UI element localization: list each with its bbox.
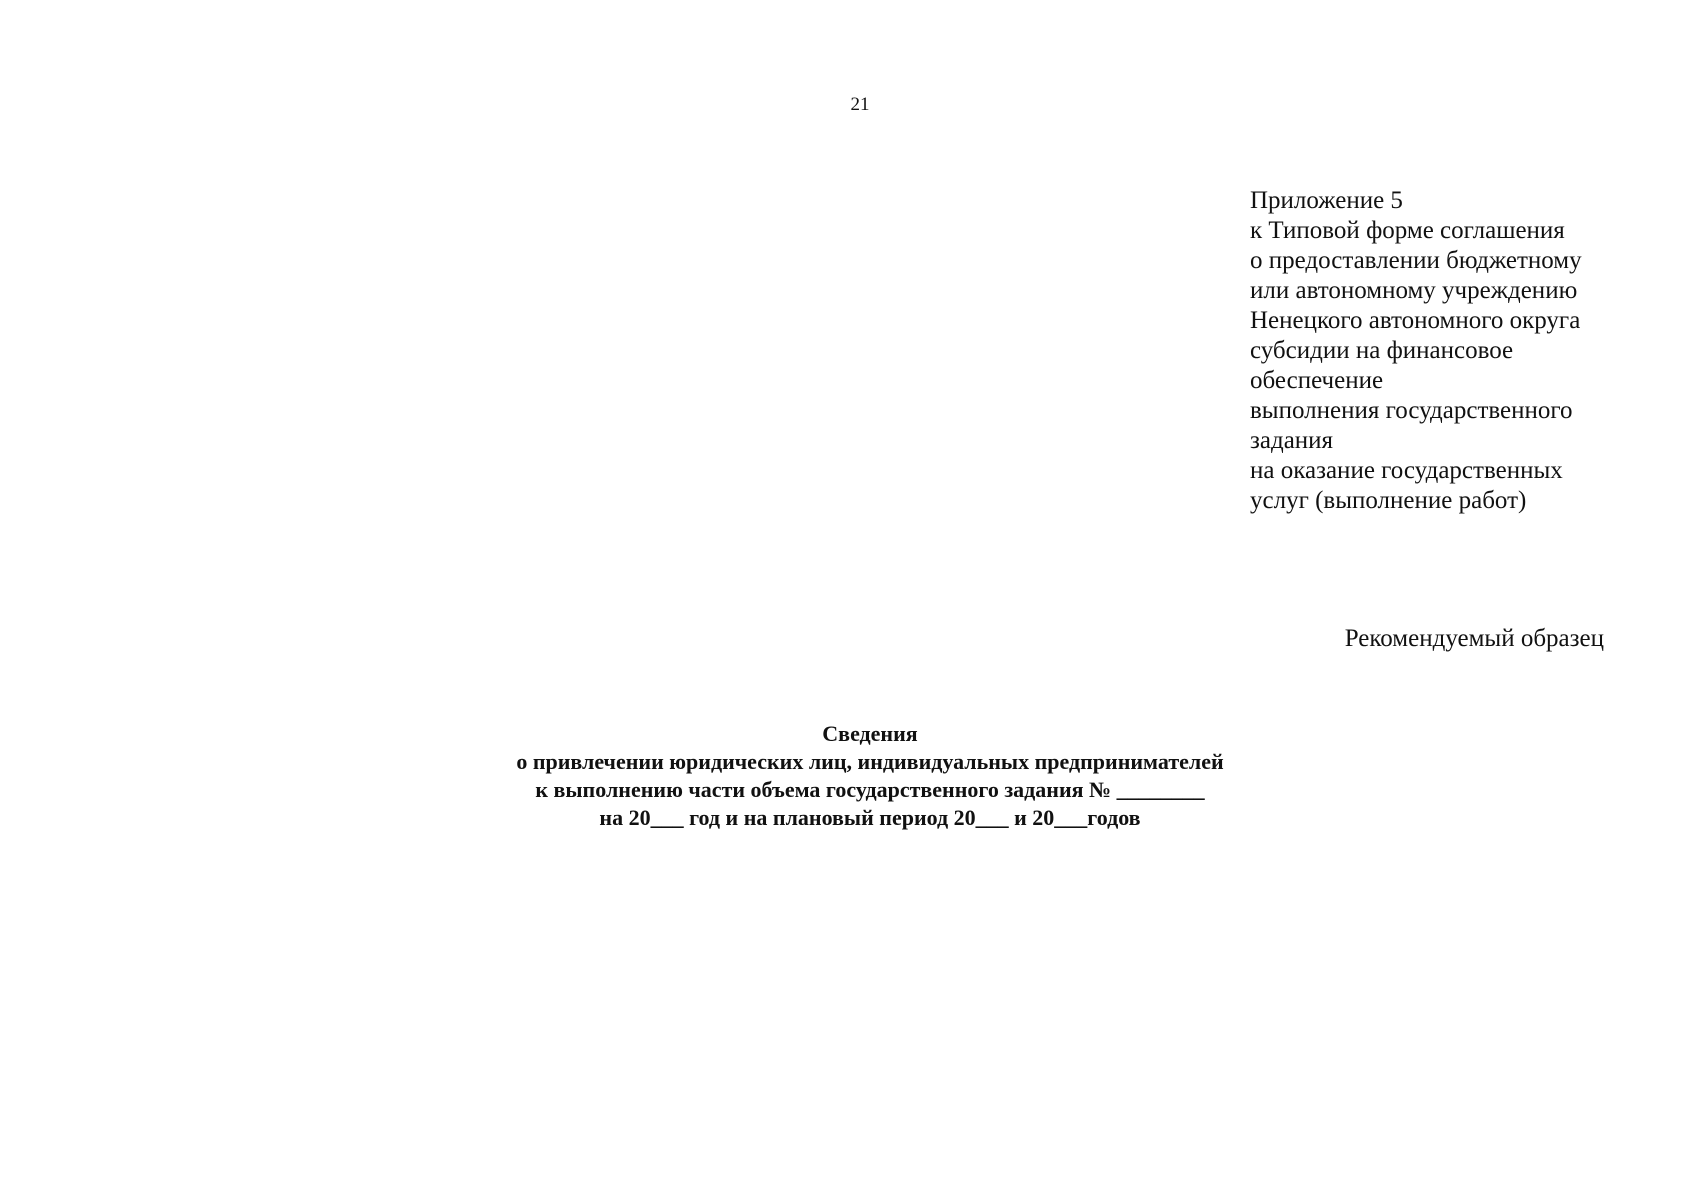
title-heading: Сведения <box>822 721 918 746</box>
document-title <box>0 720 1698 832</box>
appendix-line: услуг (выполнение работ) <box>1250 487 1527 514</box>
appendix-block <box>1250 186 1670 516</box>
appendix-line: или автономному учреждению <box>1250 277 1578 304</box>
appendix-line: обеспечение <box>1250 367 1384 394</box>
page-number: 21 <box>850 94 870 115</box>
appendix-line: о предоставлении бюджетному <box>1250 247 1582 274</box>
appendix-line: выполнения государственного <box>1250 397 1573 424</box>
title-line: к выполнению части объема государственного задания № ________ <box>535 777 1205 802</box>
title-line: о привлечении юридических лиц, индивидуальных предпринимателей <box>516 749 1224 774</box>
appendix-line: Ненецкого автономного округа <box>1250 307 1581 334</box>
title-line: на 20___ год и на плановый период 20___ и 20___годов <box>599 805 1141 830</box>
appendix-line: субсидии на финансовое <box>1250 337 1514 364</box>
recommended-sample-label: Рекомендуемый образец <box>1344 625 1604 652</box>
appendix-line: на оказание государственных <box>1250 457 1563 484</box>
appendix-line: к Типовой форме соглашения <box>1250 217 1565 244</box>
appendix-line: задания <box>1250 427 1334 454</box>
appendix-line: Приложение 5 <box>1250 187 1403 214</box>
